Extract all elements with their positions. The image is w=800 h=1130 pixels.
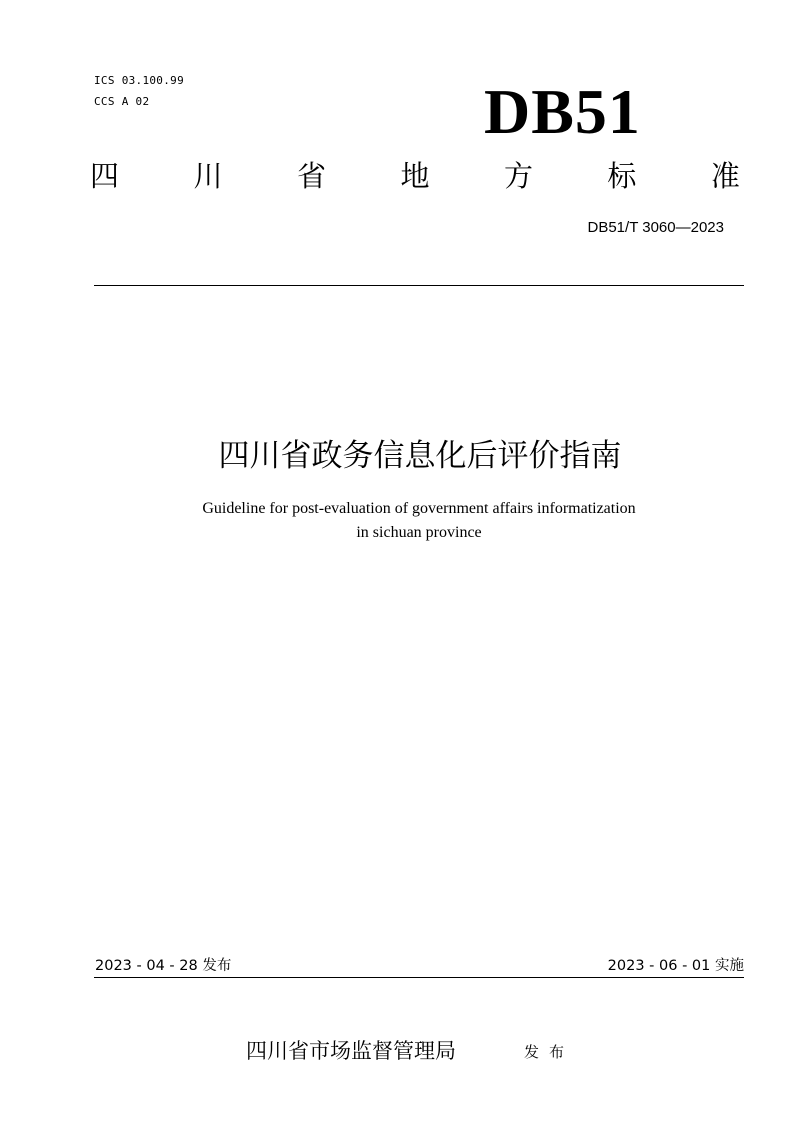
document-title-chinese: 四川省政务信息化后评价指南 [218,438,622,474]
standard-type-char: 省 [296,159,326,193]
top-divider [94,285,744,286]
document-title-english-line1: Guideline for post-evaluation of government affairs informatization [202,500,636,517]
standard-number: DB51/T 3060—2023 [587,219,724,236]
issuing-authority: 四川省市场监督管理局 [246,1039,456,1063]
issuing-action: 发布 [524,1043,575,1061]
standard-type-heading [90,156,740,196]
standard-logo-code: DB51 [484,76,641,147]
bottom-divider [94,977,744,978]
ccs-code: CCS A 02 [94,95,150,108]
ics-code: ICS 03.100.99 [94,74,184,87]
issue-date: 2023 - 04 - 28 发布 [95,958,232,974]
document-title-english-line2: in sichuan province [356,524,482,541]
standard-type-char: 准 [710,159,740,193]
standard-type-char: 标 [607,159,637,193]
standard-type-char: 四 [90,159,120,193]
standard-type-char: 川 [193,159,223,193]
standard-type-char: 方 [503,159,533,193]
standard-type-char: 地 [400,159,430,193]
implementation-date: 2023 - 06 - 01 实施 [607,958,744,974]
